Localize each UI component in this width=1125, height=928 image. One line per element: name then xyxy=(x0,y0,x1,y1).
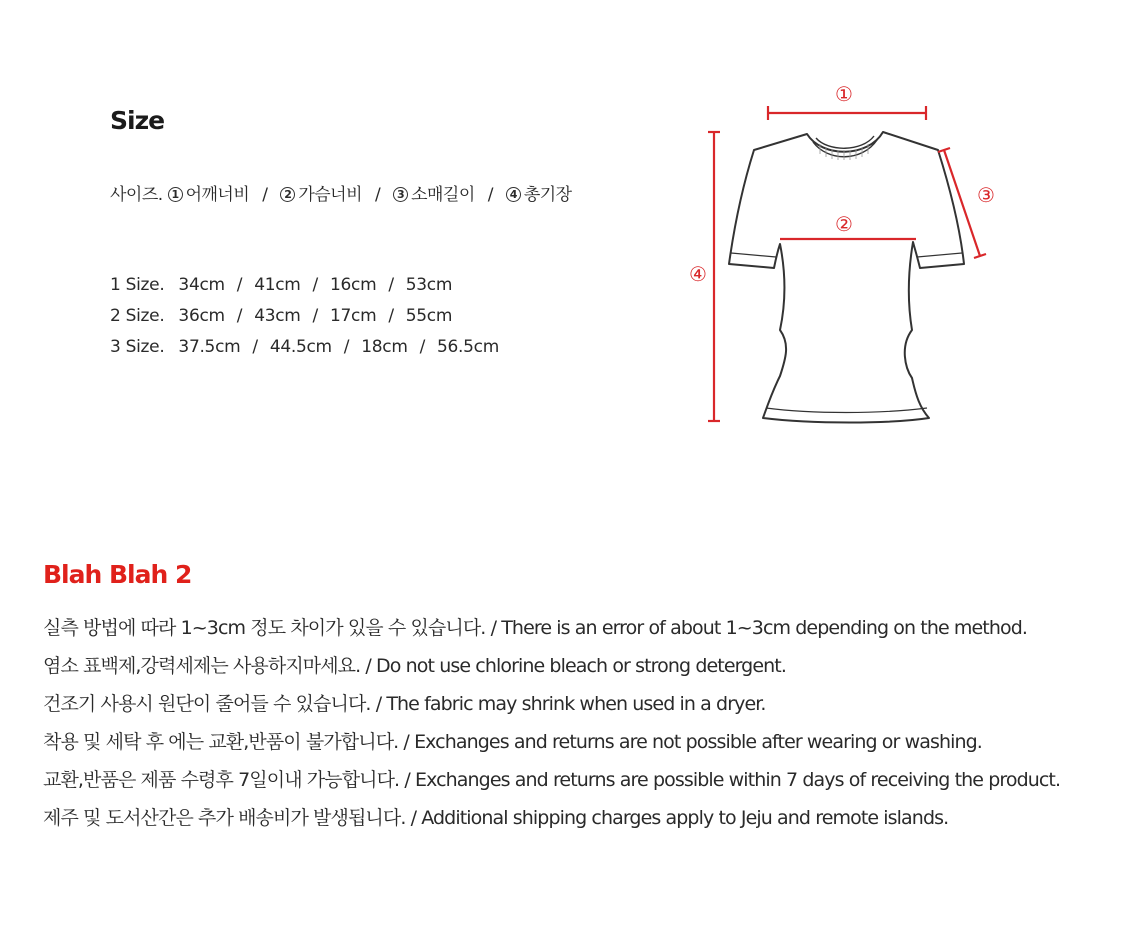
marker-2-badge: 2 xyxy=(280,187,295,202)
value-separator: / xyxy=(343,337,350,357)
legend-separator: / xyxy=(262,185,268,205)
legend-label: 총기장 xyxy=(523,185,572,205)
legend-label: 가슴너비 xyxy=(298,185,363,205)
note-line: 실측 방법에 따라 1~3cm 정도 차이가 있을 수 있습니다. / There is an error of about 1~3cm depending on the method. xyxy=(43,617,1028,639)
marker-shoulder-width: ① xyxy=(835,82,853,106)
legend-separator: / xyxy=(487,185,493,205)
tshirt-outline-icon xyxy=(729,132,964,423)
size-value: 56.5cm xyxy=(437,337,499,357)
legend-prefix: 사이즈. xyxy=(110,185,163,205)
size-value: 41cm xyxy=(254,275,301,295)
marker-total-length: ④ xyxy=(689,262,707,286)
size-value: 37.5cm xyxy=(178,337,241,357)
tshirt-measurement-diagram xyxy=(680,78,1010,438)
size-label: 3 Size. xyxy=(110,337,165,357)
size-value: 34cm xyxy=(178,275,225,295)
value-separator: / xyxy=(236,275,243,295)
size-table xyxy=(110,270,499,363)
size-row xyxy=(110,270,499,301)
value-separator: / xyxy=(312,306,318,326)
legend-sleeve xyxy=(393,180,475,205)
note-line: 염소 표백제,강력세제는 사용하지마세요. / Do not use chlorine bleach or strong detergent. xyxy=(43,655,786,677)
marker-4-badge: 4 xyxy=(506,187,521,202)
size-label: 2 Size. xyxy=(110,306,165,326)
rib-collar-icon xyxy=(820,144,868,160)
note-line: 건조기 사용시 원단이 줄어들 수 있습니다. / The fabric may shrink when used in a dryer. xyxy=(43,693,766,715)
marker-3-badge: 3 xyxy=(393,187,408,202)
value-separator: / xyxy=(312,275,318,295)
notes-heading: Blah Blah 2 xyxy=(43,560,192,589)
legend-separator: / xyxy=(374,185,381,205)
size-value: 18cm xyxy=(361,337,408,357)
size-value: 55cm xyxy=(405,306,453,326)
size-value: 43cm xyxy=(254,306,301,326)
size-row xyxy=(110,332,499,363)
size-value: 36cm xyxy=(178,306,225,326)
care-notes xyxy=(43,611,1113,839)
size-value: 16cm xyxy=(329,275,377,295)
value-separator: / xyxy=(236,306,243,326)
note-line: 착용 및 세탁 후 에는 교환,반품이 불가합니다. / Exchanges and returns are not possible after wearing or washing. xyxy=(43,731,982,753)
marker-sleeve-length: ③ xyxy=(977,183,995,207)
legend-label: 소매길이 xyxy=(411,185,475,205)
legend-label: 어깨너비 xyxy=(185,185,250,205)
measurement-legend xyxy=(110,180,572,205)
size-row xyxy=(110,301,499,332)
value-separator: / xyxy=(388,306,394,326)
legend-length xyxy=(506,180,572,205)
size-value: 53cm xyxy=(405,275,453,295)
legend-chest xyxy=(280,180,362,205)
size-value: 17cm xyxy=(329,306,377,326)
size-label: 1 Size. xyxy=(110,275,165,295)
size-value: 44.5cm xyxy=(269,337,332,357)
measurement-lines xyxy=(708,106,986,421)
value-separator: / xyxy=(388,275,394,295)
value-separator: / xyxy=(252,337,258,357)
note-line: 제주 및 도서산간은 추가 배송비가 발생됩니다. / Additional shipping charges apply to Jeju and remote islands. xyxy=(43,807,949,829)
note-line: 교환,반품은 제품 수령후 7일이내 가능합니다. / Exchanges and returns are possible within 7 days of receiving the product. xyxy=(43,769,1061,791)
marker-1-badge: 1 xyxy=(168,187,183,202)
legend-shoulder xyxy=(168,180,250,205)
value-separator: / xyxy=(419,337,426,357)
size-heading: Size xyxy=(110,106,165,135)
marker-chest-width: ② xyxy=(835,212,853,236)
